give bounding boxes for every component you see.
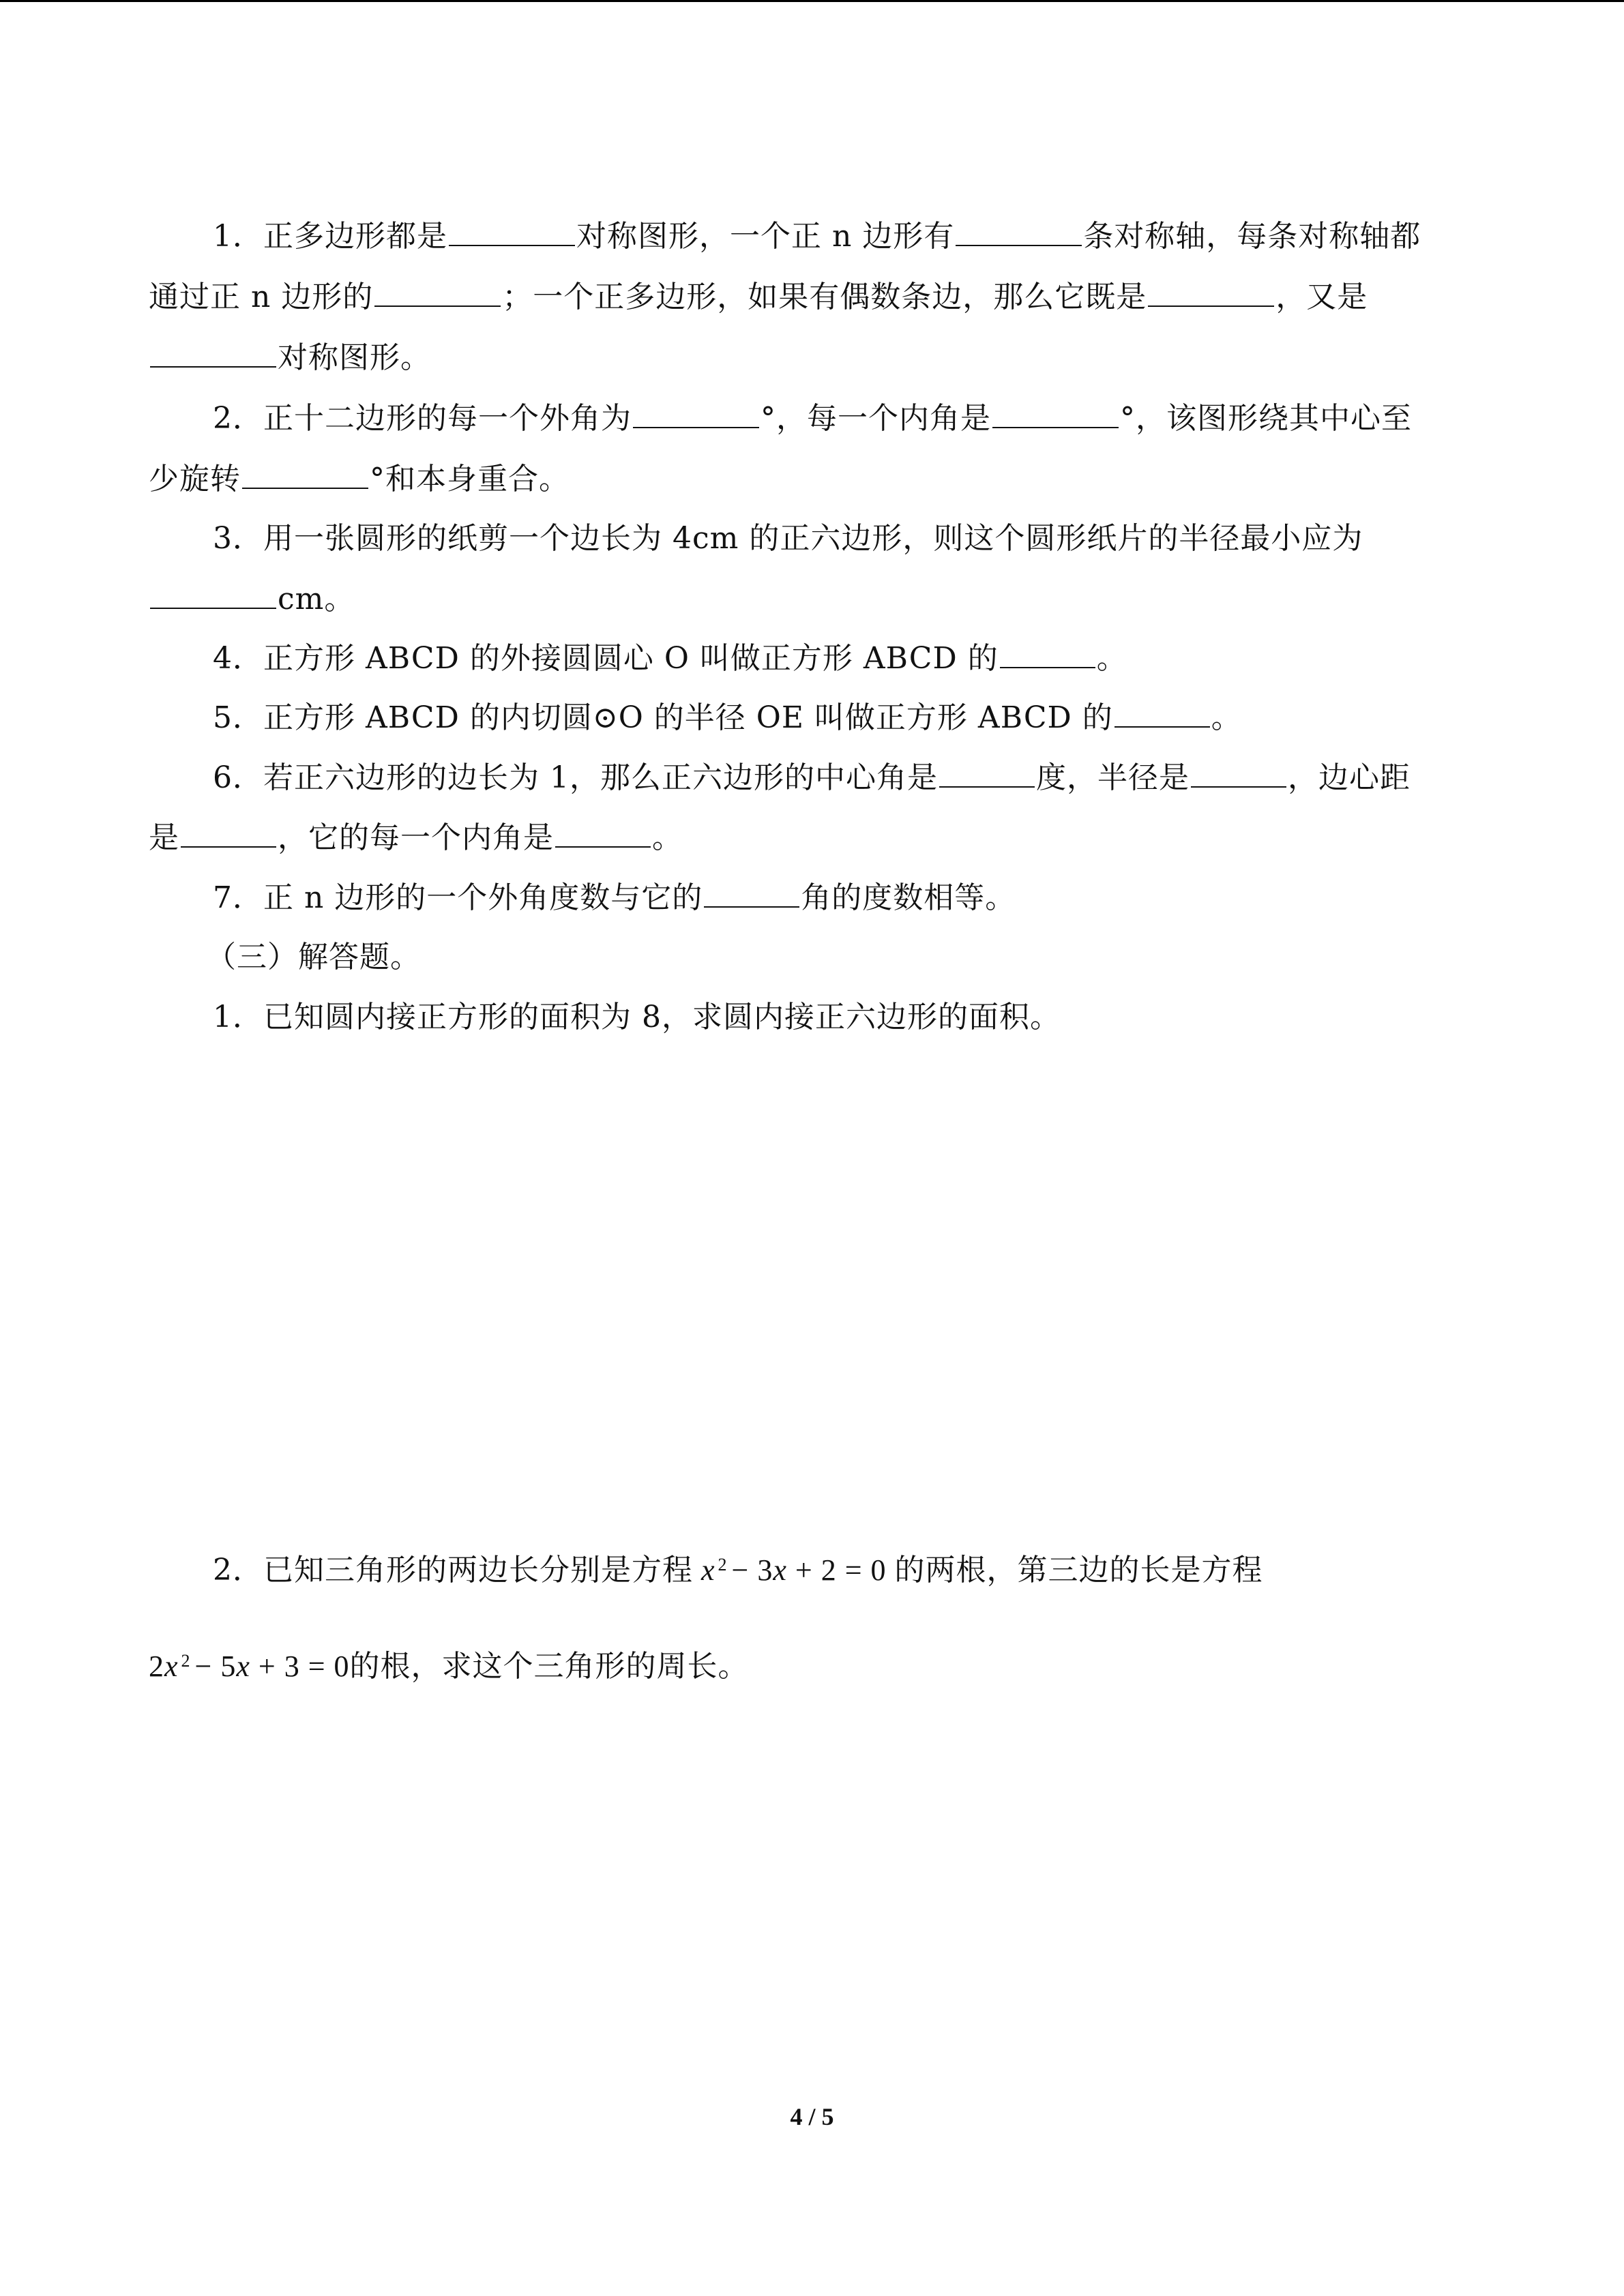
fill-question-1-line-2 xyxy=(149,278,1368,316)
question-text: 是 xyxy=(149,820,179,855)
question-text: ；一个正多边形，如果有偶数条边，那么它既是 xyxy=(502,280,1147,314)
section-heading-solve: （三）解答题。 xyxy=(206,940,421,974)
answer-blank xyxy=(1148,278,1274,307)
question-text: 度，半径是 xyxy=(1035,760,1190,795)
question-number: 2． xyxy=(213,1553,263,1587)
fill-question-3-line-1 xyxy=(213,520,1363,558)
answer-blank xyxy=(956,218,1082,246)
question-number: 3． xyxy=(213,521,263,556)
question-text: °和本身重合。 xyxy=(370,462,570,496)
question-text: 正 n 边形的一个外角度数与它的 xyxy=(263,880,703,915)
equation-2: 2x $^2$ − 5x + 3 = 0 xyxy=(149,1650,350,1683)
question-text: 用一张圆形的纸剪一个边长为 4cm 的正六边形，则这个圆形纸片的半径最小应为 xyxy=(263,521,1363,556)
solve-question-2-line-1 xyxy=(213,1551,1263,1594)
question-text: 。 xyxy=(1096,641,1127,676)
question-text: 条对称轴，每条对称轴都 xyxy=(1083,219,1421,254)
question-text: 角的度数相等。 xyxy=(801,880,1016,915)
question-number: 2． xyxy=(213,401,263,436)
question-number: 7． xyxy=(213,880,263,915)
question-text: °，该图形绕其中心至 xyxy=(1120,401,1412,436)
question-text: cm。 xyxy=(278,582,355,616)
question-text: 少旋转 xyxy=(149,462,241,496)
answer-blank xyxy=(992,400,1119,428)
question-number: 5． xyxy=(213,700,263,735)
question-text: 正多边形都是 xyxy=(263,219,447,254)
question-text: ，边心距 xyxy=(1287,760,1411,795)
answer-blank xyxy=(374,278,501,307)
question-text: 正方形 ABCD 的内切圆⊙O 的半径 OE 叫做正方形 ABCD 的 xyxy=(263,700,1113,735)
question-text: 对称图形，一个正 n 边形有 xyxy=(576,219,955,254)
answer-blank xyxy=(242,460,368,489)
question-text: ，又是 xyxy=(1275,280,1368,314)
question-text: 正十二边形的每一个外角为 xyxy=(263,401,632,436)
answer-blank xyxy=(704,879,799,908)
question-text: 已知三角形的两边长分别是方程 xyxy=(263,1553,693,1587)
question-number: 4． xyxy=(213,641,263,676)
fill-question-3-line-2 xyxy=(149,580,355,618)
fill-question-2-line-1 xyxy=(213,400,1412,438)
question-text: 已知圆内接正方形的面积为 8，求圆内接正六边形的面积。 xyxy=(263,1000,1061,1034)
answer-blank xyxy=(449,218,575,246)
answer-blank xyxy=(1000,640,1095,668)
question-text: 正方形 ABCD 的外接圆圆心 O 叫做正方形 ABCD 的 xyxy=(263,641,999,676)
answer-blank xyxy=(150,339,276,368)
fill-question-2-line-2 xyxy=(149,460,570,498)
question-text: °，每一个内角是 xyxy=(761,401,991,436)
answer-blank xyxy=(633,400,759,428)
fill-question-1-line-3 xyxy=(149,339,431,377)
question-text: 的根，求这个三角形的周长。 xyxy=(349,1649,749,1684)
fill-question-6-line-1 xyxy=(213,759,1411,797)
question-text: 。 xyxy=(1211,700,1242,735)
question-number: 1． xyxy=(213,1000,263,1034)
fill-question-1-line-1 xyxy=(213,218,1421,256)
question-text: 。 xyxy=(652,820,683,855)
fill-question-6-line-2 xyxy=(149,819,683,857)
solve-question-1 xyxy=(213,998,1061,1037)
question-text: ，它的每一个内角是 xyxy=(278,820,554,855)
page-number: 4 / 5 xyxy=(790,2103,834,2130)
answer-blank xyxy=(1114,699,1210,728)
fill-question-5 xyxy=(213,699,1242,737)
question-text: 对称图形。 xyxy=(278,340,431,375)
fill-question-7 xyxy=(213,879,1016,917)
question-text: 的两根，第三边的长是方程 xyxy=(894,1553,1263,1587)
question-number: 6． xyxy=(213,760,263,795)
answer-blank xyxy=(939,759,1035,788)
answer-blank xyxy=(555,819,651,848)
question-text: 通过正 n 边形的 xyxy=(149,280,374,314)
fill-question-4 xyxy=(213,640,1127,678)
equation-1: x $^2$ − 3x + 2 = 0 xyxy=(701,1553,887,1587)
solve-question-2-line-2 xyxy=(149,1648,749,1690)
answer-blank xyxy=(181,819,276,848)
question-text: 若正六边形的边长为 1，那么正六边形的中心角是 xyxy=(263,760,938,795)
answer-blank xyxy=(1191,759,1286,788)
question-number: 1． xyxy=(213,219,263,254)
answer-blank xyxy=(150,580,276,609)
